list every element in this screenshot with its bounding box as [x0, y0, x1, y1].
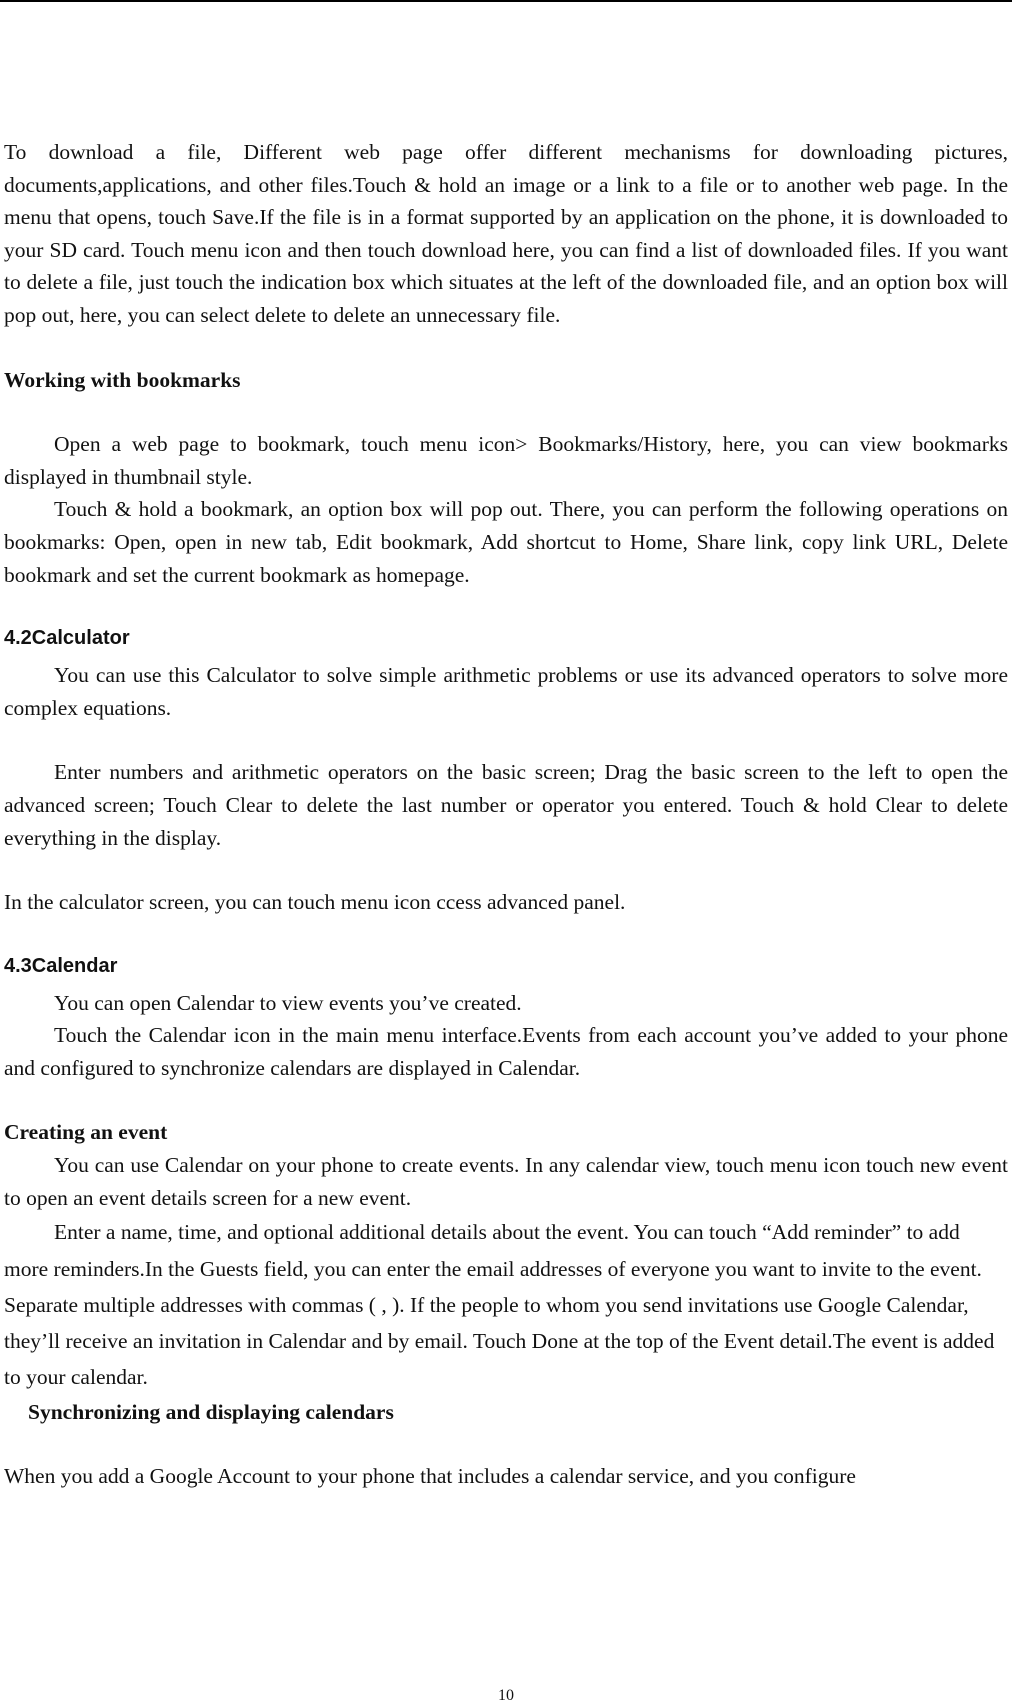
- top-rule: [0, 0, 1012, 2]
- calendar-heading: 4.3Calendar: [4, 954, 118, 977]
- bookmarks-paragraph-1: Open a web page to bookmark, touch menu icon> Bookmarks/History, here, you can view bookmarks displayed in thumbnail style.: [4, 432, 1008, 489]
- page-content: [4, 136, 1008, 1493]
- page-number: 10: [498, 1687, 514, 1704]
- creating-event-paragraph-2: Enter a name, time, and optional additional details about the event. You can touch “Add reminder” to add more reminders.In the Guests field, you can enter the email addresses of everyone you want to invite to the event. Separate multiple addresses with commas ( , ). If the people to whom you send invitations use Google Calendar, they’ll receive an invitation in Calendar and by email. Touch Done at the top of the Event detail.The event is added to your calendar.: [4, 1220, 995, 1390]
- sync-heading: Synchronizing and displaying calendars: [28, 1399, 394, 1424]
- calculator-paragraph-2: Enter numbers and arithmetic operators on the basic screen; Drag the basic screen to the left to open the advanced screen; Touch Clear to delete the last number or operator you entered. Touch & hold Clear to delete everything in the display.: [4, 760, 1008, 850]
- calculator-paragraph-1: You can use this Calculator to solve simple arithmetic problems or use its advanced operators to solve more complex equations.: [4, 663, 1008, 720]
- download-paragraph: To download a file, Different web page offer different mechanisms for downloading pictures, documents,applications, and other files.Touch & hold an image or a link to a file or to another web page. In the menu that opens, touch Save.If the file is in a format supported by an application on the phone, it is downloaded to your SD card. Touch menu icon and then touch download here, you can find a list of downloaded files. If you want to delete a file, just touch the indication box which situates at the left of the downloaded file, and an option box will pop out, here, you can select delete to delete an unnecessary file.: [4, 140, 1008, 327]
- creating-event-paragraph-1: You can use Calendar on your phone to create events. In any calendar view, touch menu icon touch new event to open an event details screen for a new event.: [4, 1153, 1008, 1210]
- sync-paragraph-1: When you add a Google Account to your phone that includes a calendar service, and you configure: [4, 1464, 856, 1489]
- calculator-heading: 4.2Calculator: [4, 627, 130, 650]
- calculator-paragraph-3: In the calculator screen, you can touch menu icon ccess advanced panel.: [4, 890, 626, 915]
- calendar-paragraph-2: Touch the Calendar icon in the main menu interface.Events from each account you’ve added to your phone and configured to synchronize calendars are displayed in Calendar.: [4, 1023, 1008, 1080]
- bookmarks-paragraph-2: Touch & hold a bookmark, an option box will pop out. There, you can perform the following operations on bookmarks: Open, open in new tab, Edit bookmark, Add shortcut to Home, Share link, copy link URL, Delete bookmark and set the current bookmark as homepage.: [4, 497, 1008, 587]
- creating-event-heading: Creating an event: [4, 1120, 168, 1145]
- calendar-paragraph-1: You can open Calendar to view events you’ve created.: [54, 990, 522, 1015]
- bookmarks-heading: Working with bookmarks: [4, 367, 241, 392]
